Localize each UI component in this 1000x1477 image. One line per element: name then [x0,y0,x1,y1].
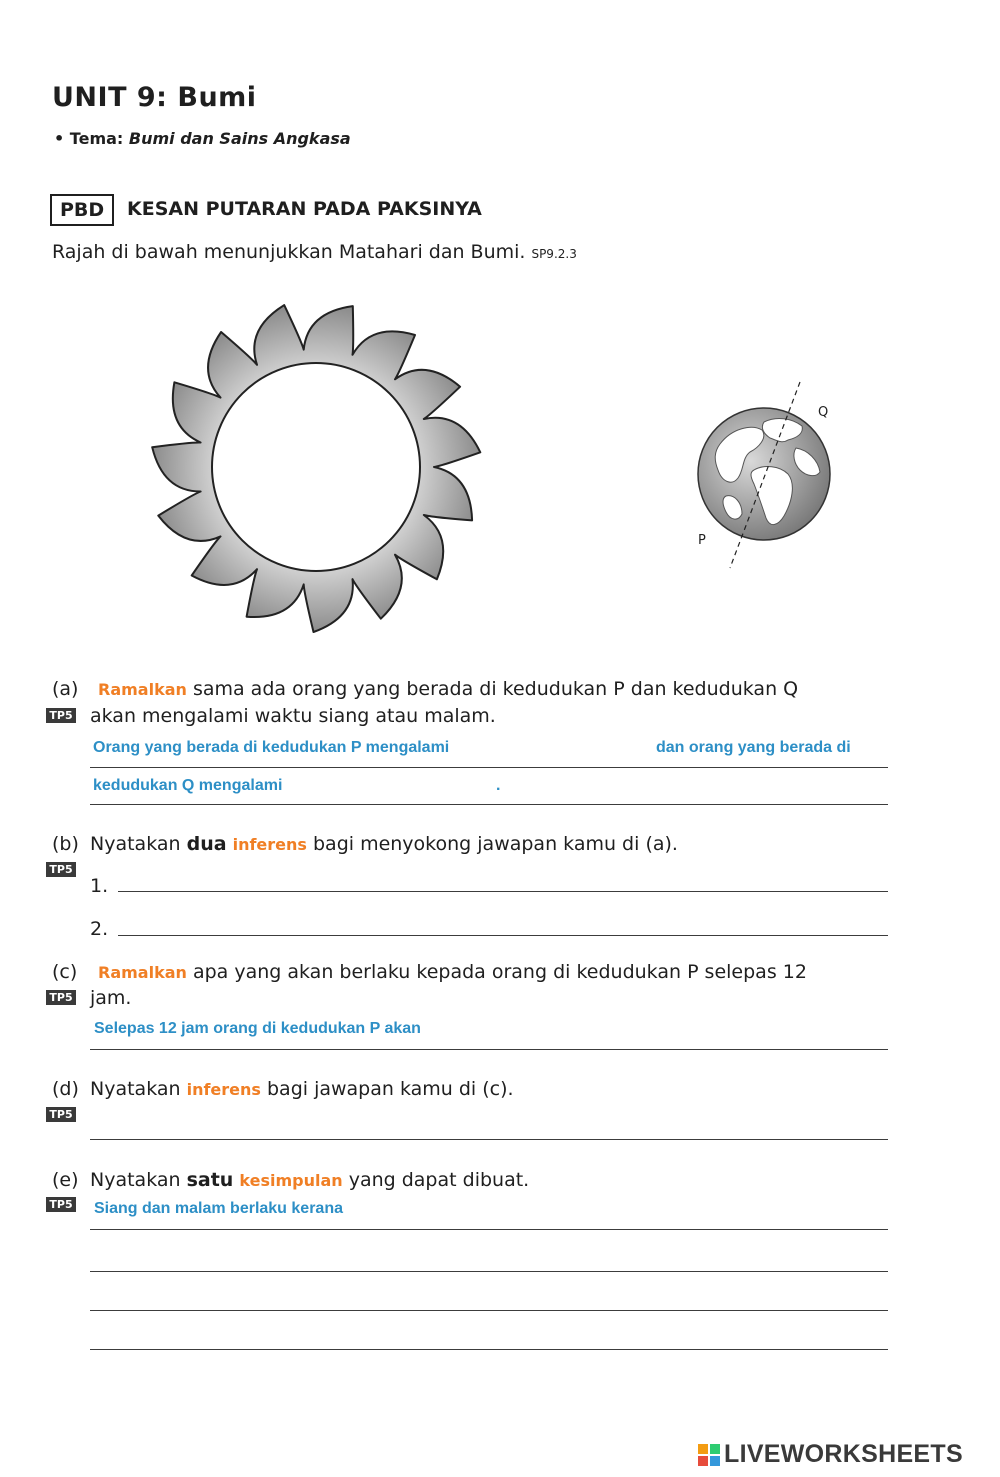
question-b-text [90,833,678,855]
keyword-ramalkan-a: Ramalkan [98,680,187,699]
question-a-text1: sama ada orang yang berada di kedudukan P dan kedudukan Q [192,678,799,700]
answer-e-rule-2 [90,1271,888,1272]
answer-b-rule-2 [118,935,888,936]
question-e-pre: Nyatakan [90,1169,181,1191]
answer-e-rule-3 [90,1310,888,1311]
liveworksheets-brand[interactable]: LIVEWORKSHEETS [724,1440,963,1468]
section-heading: KESAN PUTARAN PADA PAKSINYA [127,198,482,220]
question-c-text1: apa yang akan berlaku kepada orang di kedudukan P selepas 12 [192,961,807,983]
answer-a-line1-right: dan orang yang berada di [656,739,851,756]
answer-e-rule-1 [90,1229,888,1230]
keyword-inferens-b: inferens [232,835,307,854]
question-d-pre: Nyatakan [90,1078,181,1100]
tp5-badge-c: TP5 [46,990,76,1005]
question-e-letter: (e) [52,1169,79,1191]
tp5-badge-d: TP5 [46,1107,76,1122]
question-d-letter: (d) [52,1078,79,1100]
answer-b-item2-label: 2. [90,918,109,940]
answer-e-rule-4 [90,1349,888,1350]
question-e-post: yang dapat dibuat. [348,1169,530,1191]
syllabus-code: SP9.2.3 [531,247,577,261]
answer-c-text: Selepas 12 jam orang di kedudukan P akan [94,1020,421,1037]
intro-sentence: Rajah di bawah menunjukkan Matahari dan Bumi. [52,241,526,263]
keyword-inferens-d: inferens [186,1080,261,1099]
answer-a-line1-left: Orang yang berada di kedudukan P mengalami [93,739,450,756]
theme-label: • Tema: [54,129,124,148]
question-d-post: bagi jawapan kamu di (c). [266,1078,514,1100]
answer-b-rule-1 [118,891,888,892]
answer-a-line2-end: . [496,777,501,794]
tp5-badge-e: TP5 [46,1197,76,1212]
answer-b-item1-label: 1. [90,875,109,897]
sun-icon [150,296,482,638]
answer-c-rule [90,1049,888,1050]
question-a-text2: akan mengalami waktu siang atau malam. [90,705,496,727]
question-b-pre: Nyatakan [90,833,181,855]
question-b-letter: (b) [52,833,79,855]
answer-a-rule-1 [90,767,888,768]
question-c-line1 [98,961,807,983]
tp5-badge-a: TP5 [46,708,76,723]
answer-d-rule [90,1139,888,1140]
answer-e-text: Siang dan malam berlaku kerana [94,1200,343,1217]
question-b-bold: dua [186,833,227,855]
question-e-bold: satu [186,1169,234,1191]
label-p: P [698,533,706,548]
question-a-line1 [98,678,798,700]
liveworksheets-logo-icon [698,1444,720,1466]
question-e-text [90,1169,529,1191]
pbd-badge: PBD [50,194,114,226]
answer-a-line2-left: kedudukan Q mengalami [93,777,283,794]
keyword-ramalkan-c: Ramalkan [98,963,187,982]
earth-globe-icon [692,378,842,570]
answer-a-rule-2 [90,804,888,805]
question-c-letter: (c) [52,961,78,983]
tp5-badge-b: TP5 [46,862,76,877]
question-d-text [90,1078,514,1100]
keyword-kesimpulan-e: kesimpulan [239,1171,343,1190]
unit-title: UNIT 9: Bumi [52,82,257,113]
question-a-letter: (a) [52,678,79,700]
theme-line [54,129,351,148]
question-c-text2: jam. [90,987,132,1009]
question-b-post: bagi menyokong jawapan kamu di (a). [312,833,678,855]
theme-value: Bumi dan Sains Angkasa [128,129,351,148]
label-q: Q [818,405,829,420]
intro-text [52,241,577,263]
